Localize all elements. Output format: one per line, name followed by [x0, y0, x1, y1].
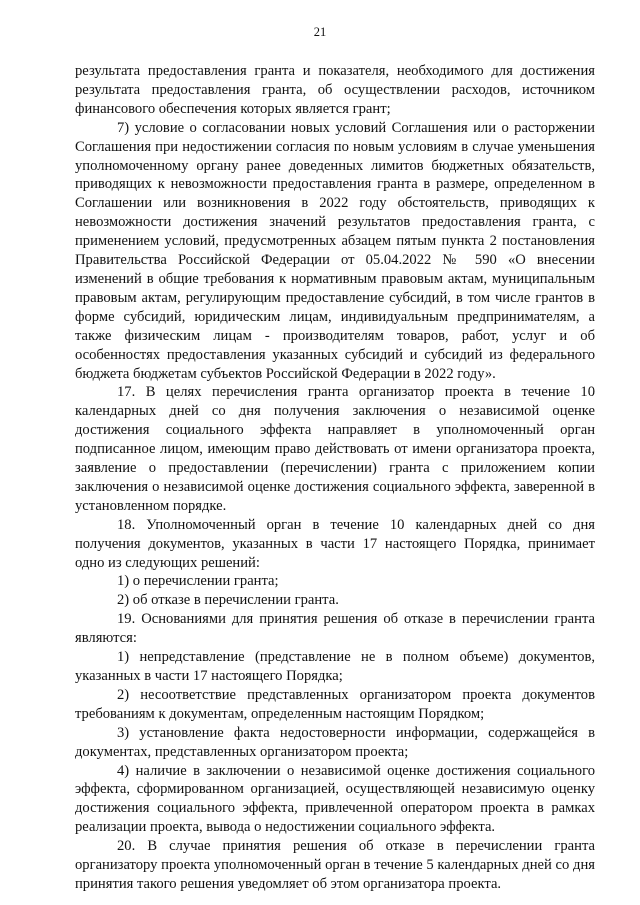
list-item-unreliable-info: 3) установление факта недостоверности информации, содержащейся в документах, представленных организатором проекта; [75, 724, 595, 760]
document-body [75, 62, 595, 894]
list-item-transfer-grant: 1) о перечислении гранта; [117, 573, 279, 590]
list-item-non-submission: 1) непредставление (представление не в полном объеме) документов, указанных в части 17 настоящего Порядка; [75, 649, 595, 684]
list-item-non-compliance: 2) несоответствие представленных организатором проекта документов требованиям к документам, определенным настоящим Порядком; [75, 686, 595, 722]
page-number: 21 [313, 25, 327, 39]
paragraph-section-17: 17. В целях перечисления гранта организатор проекта в течение 10 календарных дней со дня получения заключения о независимой оценке достижения социального эффекта направляет в уполномоченный орган подписанное лицом, имеющим право действовать от имени организатора проекта, заявление о предоставлении (перечислении) гранта с приложением копии заключения о независимой оценке достижения социального эффекта, заверенной в установленном порядке. [75, 384, 595, 514]
list-item-effect-not-achieved: 4) наличие в заключении о независимой оценке достижения социального эффекта, сформированном организацией, осуществляющей независимую оценку достижения социального эффекта, привлеченной оператором проекта в рамках реализации проекта, вывода о недостижении социального эффекта. [75, 762, 595, 836]
list-item-refuse-transfer: 2) об отказе в перечислении гранта. [117, 592, 339, 609]
paragraph-continuation: результата предоставления гранта и показателя, необходимого для достижения результата предоставления гранта, об осуществлении расходов, источником финансового обеспечения которых является грант; [75, 63, 595, 117]
paragraph-section-18: 18. Уполномоченный орган в течение 10 календарных дней со дня получения документов, указанных в части 17 настоящего Порядка, принимает одно из следующих решений: [75, 516, 595, 571]
paragraph-section-19: 19. Основаниями для принятия решения об отказе в перечислении гранта являются: [75, 611, 595, 647]
paragraph-item-7-condition: 7) условие о согласовании новых условий Соглашения или о расторжении Соглашения при недостижении согласия по новым условиям в случае уменьшения уполномоченному органу ранее доведенных лимитов бюджетных обязательств, приводящих к невозможности предоставления гранта в размере, определенном в Соглашении или возникновения в 2022 году обстоятельств, приводящих к невозможности достижения значений результатов предоставления гранта, с применением условий, предусмотренных абзацем пятым пункта 2 постановления Правительства Российской Федерации от 05.04.2022 № 590 «О внесении изменений в общие требования к нормативным правовым актам, муниципальным правовым актам, регулирующим предоставление субсидий, в том числе грантов в форме субсидий, юридическим лицам, индивидуальным предпринимателям, а также физическим лицам - производителям товаров, работ, услуг и об особенностях предоставления указанных субсидий и субсидий из федерального бюджета бюджетам субъектов Российской Федерации в 2022 году». [75, 119, 595, 382]
paragraph-section-20: 20. В случае принятия решения об отказе в перечислении гранта организатору проекта уполномоченный орган в течение 5 календарных дней со дня принятия такого решения уведомляет об этом организатора проекта. [75, 838, 595, 892]
